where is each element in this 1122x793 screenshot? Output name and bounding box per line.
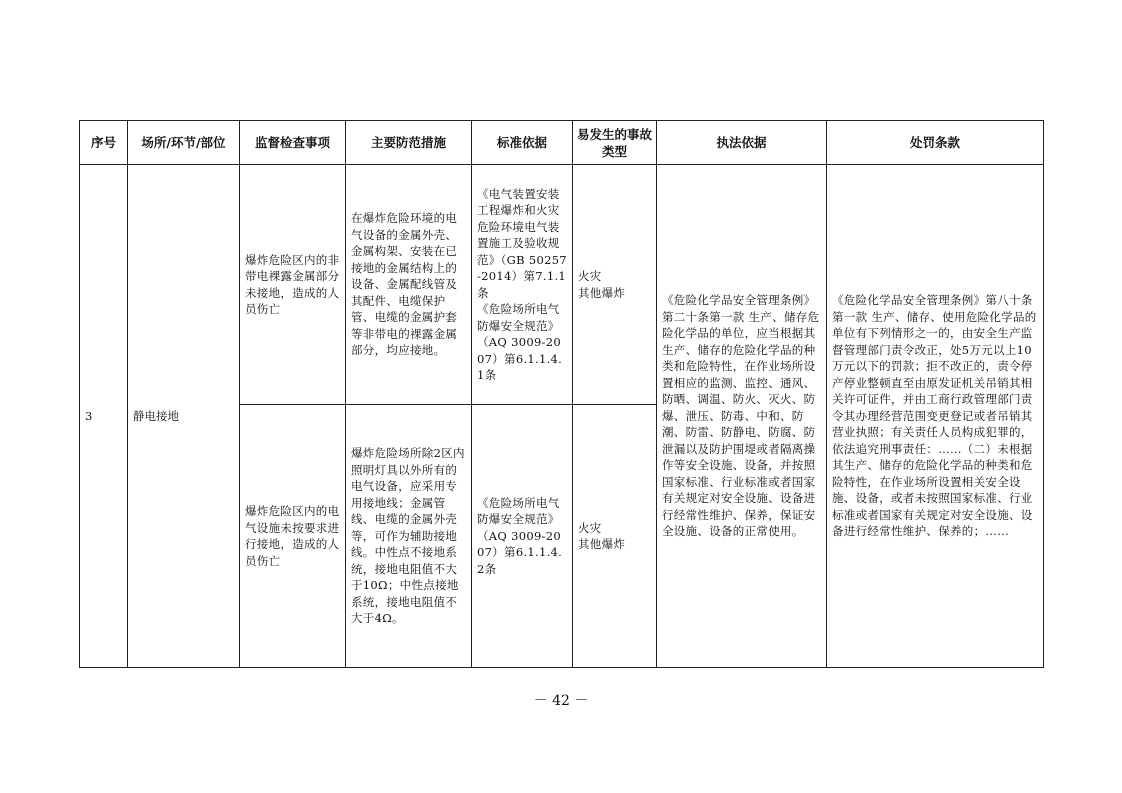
accident-cell: [573, 165, 657, 405]
standard-cell: [472, 405, 573, 668]
law-basis-cell: [657, 165, 827, 668]
standard-text: 《电气装置安装工程爆炸和火灾危险环境电气装置施工及验收规范》（GB 50257-2014）第7.1.1条 《危险场所电气防爆安全规范》（AQ 3009-2007）第6.1.1.4.1条: [477, 186, 567, 382]
header-accident-type: 易发生的事故类型: [573, 121, 657, 165]
regulation-table: [79, 120, 1044, 668]
inspection-text: 爆炸危险区内的非带电裸露金属部分未接地，造成的人员伤亡: [245, 252, 340, 316]
place-cell: 静电接地: [128, 165, 240, 668]
inspection-text: 爆炸危险区内的电气设施未按要求进行接地，造成的人员伤亡: [245, 504, 340, 568]
standard-text: 《危险场所电气防爆安全规范》（AQ 3009-2007）第6.1.1.4.2条: [477, 495, 563, 576]
inspection-cell: [240, 405, 346, 668]
accident-cell: [573, 405, 657, 668]
penalty-text: 《危险化学品安全管理条例》第八十条第一款 生产、储存、使用危险化学品的单位有下列情形之一的，由安全生产监督管理部门责令改正，处5万元以上10万元以下的罚款；拒不改正的，责令停产停业整顿直至由原发证机关吊销其相关许可证件，并由工商行政管理部门责令其办理经营范围变更登记或者吊销其营业执照；有关责任人员构成犯罪的，依法追究刑事责任：……（二）未根据其生产、储存的危险化学品的种类和危险特性，在作业场所设置相关安全设施、设备，或者未按照国家标准、行业标准或者国家有关规定对安全设施、设备进行经常性维护、保养的；……: [832, 293, 1037, 539]
header-law-basis: 执法依据: [657, 121, 827, 165]
accident-text: 火灾 其他爆炸: [578, 269, 626, 300]
measures-text: 爆炸危险场所除2区内照明灯具以外所有的电气设备，应采用专用接地线；金属管线、电缆的金属外壳等，可作为辅助接地线。中性点不接地系统，接地电阻值不大于10Ω；中性点接地系统，接地电阻值不大于4Ω。: [351, 446, 465, 626]
header-measures: 主要防范措施: [346, 121, 472, 165]
table-row: [80, 165, 1044, 405]
header-inspection: 监督检查事项: [240, 121, 346, 165]
header-penalty: 处罚条款: [827, 121, 1044, 165]
measures-cell: [346, 405, 472, 668]
header-number: 序号: [80, 121, 128, 165]
law-basis-text: 《危险化学品安全管理条例》第二十条第一款 生产、储存危险化学品的单位，应当根据其生产、储存的危险化学品的种类和危险特性，在作业场所设置相应的监测、监控、通风、防晒、调温、防火、灭火、防爆、泄压、防毒、中和、防潮、防雷、防静电、防腐、防泄漏以及防护围堤或者隔离操作等安全设施、设备，并按照国家标准、行业标准或者国家有关规定对安全设施、设备进行经常性维护、保养，保证安全设施、设备的正常使用。: [662, 293, 820, 539]
accident-text: 火灾 其他爆炸: [578, 520, 626, 551]
page-number: － 42 －: [533, 693, 589, 709]
measures-text: 在爆炸危险环境的电气设备的金属外壳、金属构架、安装在已接地的金属结构上的设备、金属配线管及其配件、电缆保护管、电缆的金属护套等非带电的裸露金属部分，均应接地。: [351, 211, 458, 358]
table-header-row: [80, 121, 1044, 165]
header-place: 场所/环节/部位: [128, 121, 240, 165]
inspection-cell: [240, 165, 346, 405]
header-standard: 标准依据: [472, 121, 573, 165]
measures-cell: [346, 165, 472, 405]
penalty-cell: [827, 165, 1044, 668]
row-number-cell: 3: [80, 165, 128, 668]
standard-cell: [472, 165, 573, 405]
